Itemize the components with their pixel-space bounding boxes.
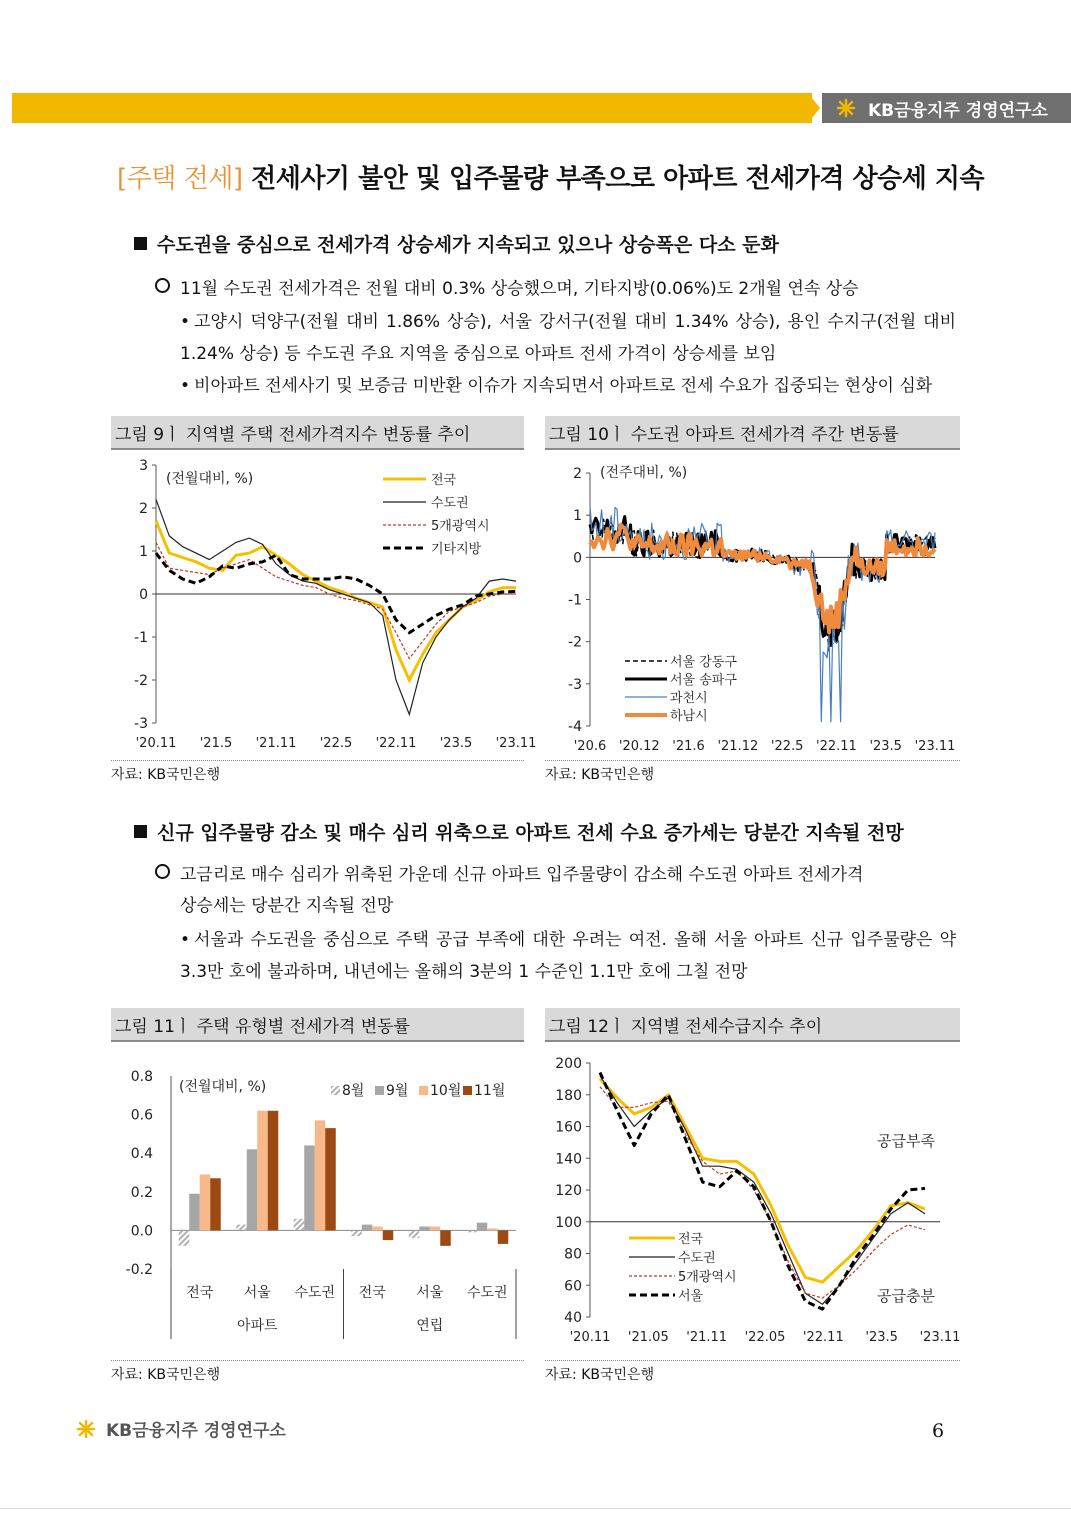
bar-10월 [315, 1120, 326, 1230]
x-tick-label: '23.11 [919, 1330, 961, 1345]
fig10-chart [545, 452, 960, 758]
bar-8월 [179, 1230, 190, 1245]
y-tick-label: 0.2 [130, 1184, 153, 1201]
bottom-rule [0, 1508, 1071, 1509]
circle-bullet-icon [155, 864, 170, 879]
fig11-source: 자료: KB국민은행 [111, 1360, 524, 1384]
y-tick-label: 3 [139, 458, 148, 474]
y-tick-label: 0.8 [130, 1069, 153, 1085]
x-tick-label: '21.12 [717, 739, 759, 754]
annotation-sufficient: 공급충분 [877, 1287, 935, 1305]
fig12-caption: 그림 12ㅣ 지역별 전세수급지수 추이 [545, 1008, 960, 1042]
y-tick-label: -3 [568, 676, 582, 693]
y-tick-label: 140 [555, 1151, 582, 1168]
legend-label: 11월 [474, 1083, 506, 1099]
x-tick-label: '21.6 [672, 739, 705, 754]
legend-label: 서울 강동구 [670, 655, 737, 670]
bar-9월 [189, 1194, 200, 1231]
bar-11월 [268, 1111, 279, 1231]
y-tick-label: -2 [134, 673, 148, 689]
legend-label: 5개광역시 [678, 1270, 737, 1285]
header-logo [822, 93, 1071, 123]
x-category-label: 수도권 [294, 1285, 336, 1301]
fig11-chart [111, 1046, 524, 1358]
x-tick-label: '20.11 [135, 736, 177, 751]
page-title-text: 전세사기 불안 및 입주물량 부족으로 아파트 전세가격 상승세 지속 [242, 164, 985, 194]
x-tick-label: '20.12 [618, 739, 660, 754]
bar-10월 [372, 1227, 383, 1231]
y-tick-label: -0.2 [125, 1262, 153, 1278]
series-line-서울 송파구 [590, 517, 935, 646]
x-tick-label: '22.11 [802, 1330, 844, 1345]
fig10-source: 자료: KB국민은행 [545, 760, 960, 784]
x-tick-label: '21.5 [199, 736, 233, 751]
x-tick-label: '22.11 [375, 736, 417, 751]
x-tick-label: '22.05 [744, 1330, 786, 1345]
y-tick-label: 1 [139, 544, 148, 560]
x-tick-label: '21.11 [255, 736, 297, 751]
bar-9월 [362, 1225, 373, 1231]
bar-10월 [257, 1111, 268, 1231]
legend-label: 수도권 [678, 1251, 716, 1266]
x-category-label: 전국 [186, 1285, 214, 1301]
header-logo-text: KB금융지주 경영연구소 [868, 100, 1048, 121]
x-tick-label: '23.11 [914, 739, 956, 754]
section1-heading-text: 수도권을 중심으로 전세가격 상승세가 지속되고 있으나 상승폭은 다소 둔화 [157, 234, 779, 256]
section1-sub2: • 비아파트 전세사기 및 보증금 미반환 이슈가 지속되면서 아파트로 전세 수요가 집중되는 현상이 심화 [180, 376, 933, 396]
footer-logo [76, 1416, 286, 1441]
y-tick-label: 180 [555, 1087, 582, 1104]
bar-11월 [325, 1128, 336, 1230]
page-number: 6 [932, 1420, 945, 1442]
y-tick-label: 0.0 [130, 1223, 153, 1240]
bar-10월 [200, 1174, 211, 1230]
x-category-label: 수도권 [466, 1285, 508, 1301]
legend-label: 8월 [342, 1083, 365, 1099]
legend-label: 10월 [430, 1083, 462, 1099]
y-tick-label: -1 [568, 592, 582, 609]
x-category-label: 서울 [243, 1285, 271, 1301]
x-tick-label: '22.5 [770, 739, 804, 754]
kb-star-icon [76, 1419, 102, 1439]
legend-label: 전국 [678, 1232, 704, 1247]
footer-logo-text: KB금융지주 경영연구소 [106, 1421, 286, 1441]
fig11-caption: 그림 11ㅣ 주택 유형별 전세가격 변동률 [111, 1008, 524, 1042]
legend-label: 9월 [386, 1083, 409, 1099]
x-tick-label: '20.11 [569, 1330, 611, 1345]
fig10-caption: 그림 10ㅣ 수도권 아파트 전세가격 주간 변동률 [545, 416, 960, 450]
y-tick-label: 60 [564, 1278, 582, 1295]
section1-sub2-text: 비아파트 전세사기 및 보증금 미반환 이슈가 지속되면서 아파트로 전세 수요가 집중되는 현상이 심화 [194, 376, 933, 396]
bar-9월 [477, 1223, 488, 1231]
legend-label: 5개광역시 [431, 519, 490, 534]
y-unit-label: (전월대비, %) [179, 1079, 267, 1095]
fig12-source: 자료: KB국민은행 [545, 1360, 960, 1384]
bar-8월 [236, 1225, 247, 1231]
group-label: 연립 [416, 1318, 444, 1334]
square-bullet-icon [134, 237, 147, 250]
section2-sub1-text: 서울과 수도권을 중심으로 주택 공급 부족에 대한 우려는 여전. 올해 서울 아파트 신규 입주물량은 약 3.3만 호에 불과하며, 내년에는 올해의 3분의 1 수준인 1.1만 호에 그칠 전망 [180, 930, 956, 982]
page-title [117, 158, 984, 195]
y-tick-label: 2 [139, 501, 148, 517]
y-tick-label: 1 [573, 508, 582, 525]
fig12-chart [545, 1046, 960, 1358]
x-tick-label: '23.5 [439, 736, 473, 751]
bar-8월 [294, 1219, 305, 1231]
legend-label: 기타지방 [431, 542, 482, 557]
y-tick-label: 40 [564, 1310, 582, 1326]
section1-heading [134, 230, 779, 257]
circle-bullet-icon [155, 278, 170, 293]
bar-9월 [304, 1145, 315, 1230]
legend-label: 서울 송파구 [670, 673, 737, 688]
x-tick-label: '22.11 [816, 739, 857, 754]
x-tick-label: '23.5 [865, 1330, 898, 1345]
y-unit-label: (전월대비, %) [166, 471, 254, 487]
y-tick-label: 160 [555, 1119, 582, 1136]
kb-star-icon [836, 98, 862, 118]
square-bullet-icon [134, 825, 147, 838]
section2-bullet-line1: 고금리로 매수 심리가 위축된 가운데 신규 아파트 입주물량이 감소해 수도권 아파트 전세가격 [180, 865, 864, 885]
fig9-chart [111, 452, 537, 758]
section1-bullet-text: 11월 수도권 전세가격은 전월 대비 0.3% 상승했으며, 기타지방(0.06%)도 2개월 연속 상승 [180, 279, 859, 299]
x-tick-label: '23.11 [495, 736, 537, 751]
section1-sub1: • 고양시 덕양구(전월 대비 1.86% 상승), 서울 강서구(전월 대비 1.34% 상승), 용인 수지구(전월 대비 1.24% 상승) 등 수도권 주요 지역을 중심으로 아파트 전세 가격이 상승세를 보임 [180, 312, 956, 364]
bar-8월 [409, 1230, 420, 1238]
y-tick-label: 2 [573, 466, 582, 482]
y-tick-label: -4 [568, 719, 582, 735]
x-tick-label: '23.5 [869, 739, 902, 754]
y-tick-label: -1 [134, 630, 148, 646]
series-line-기타지방 [156, 553, 516, 633]
header-accent-arrow [808, 93, 820, 123]
section2-bullet [155, 860, 863, 885]
fig9-source: 자료: KB국민은행 [111, 760, 524, 784]
legend-label: 전국 [431, 473, 457, 488]
legend-swatch [463, 1086, 472, 1095]
bar-8월 [466, 1230, 477, 1232]
bar-10월 [430, 1227, 441, 1231]
x-tick-label: '20.6 [573, 739, 607, 754]
section2-heading-text: 신규 입주물량 감소 및 매수 심리 위축으로 아파트 전세 수요 증가세는 당분간 지속될 전망 [157, 822, 904, 844]
legend-label: 서울 [678, 1289, 704, 1304]
y-tick-label: 0.6 [130, 1107, 153, 1124]
y-tick-label: 0 [573, 550, 582, 567]
bar-11월 [383, 1230, 394, 1240]
section2-bullet-line2: 상승세는 당분간 지속될 전망 [180, 896, 394, 916]
bar-9월 [247, 1149, 258, 1230]
y-tick-label: 120 [555, 1183, 582, 1199]
y-unit-label: (전주대비, %) [600, 465, 688, 481]
bar-8월 [351, 1230, 362, 1236]
y-tick-label: -3 [134, 716, 148, 732]
legend-label: 수도권 [431, 496, 469, 511]
x-category-label: 전국 [358, 1285, 386, 1301]
y-tick-label: 80 [564, 1246, 582, 1263]
x-tick-label: '21.11 [686, 1330, 728, 1345]
y-tick-label: -2 [568, 634, 582, 651]
fig9-caption: 그림 9ㅣ 지역별 주택 전세가격지수 변동률 추이 [111, 416, 524, 450]
y-tick-label: 200 [555, 1056, 582, 1072]
y-tick-label: 0 [139, 587, 148, 603]
series-line-전국 [600, 1079, 925, 1282]
bar-11월 [498, 1230, 509, 1244]
legend-label: 과천시 [670, 691, 708, 706]
legend-swatch [375, 1086, 384, 1095]
header-accent-bar [12, 93, 812, 123]
x-category-label: 서울 [416, 1285, 444, 1301]
y-tick-label: 0.4 [130, 1146, 153, 1163]
legend-label: 하남시 [670, 709, 708, 724]
x-tick-label: '22.5 [319, 736, 353, 751]
bar-9월 [419, 1227, 430, 1231]
legend-swatch [419, 1086, 428, 1095]
section1-bullet [155, 274, 859, 299]
bar-11월 [440, 1230, 451, 1245]
x-tick-label: '21.05 [627, 1330, 669, 1345]
section2-heading [134, 818, 904, 845]
y-tick-label: 100 [555, 1214, 582, 1231]
section1-sub1-text: 고양시 덕양구(전월 대비 1.86% 상승), 서울 강서구(전월 대비 1.34% 상승), 용인 수지구(전월 대비 1.24% 상승) 등 수도권 주요 지역을 중심으로 아파트 전세 가격이 상승세를 보임 [180, 312, 956, 364]
page-title-tag: [주택 전세] [117, 164, 243, 194]
bar-11월 [210, 1178, 221, 1230]
section2-sub1: • 서울과 수도권을 중심으로 주택 공급 부족에 대한 우려는 여전. 올해 서울 아파트 신규 입주물량은 약 3.3만 호에 불과하며, 내년에는 올해의 3분의 1 수준인 1.1만 호에 그칠 전망 [180, 930, 956, 982]
legend-swatch [331, 1086, 340, 1095]
bar-10월 [487, 1228, 498, 1230]
group-label: 아파트 [236, 1318, 278, 1334]
annotation-shortage: 공급부족 [877, 1132, 935, 1150]
